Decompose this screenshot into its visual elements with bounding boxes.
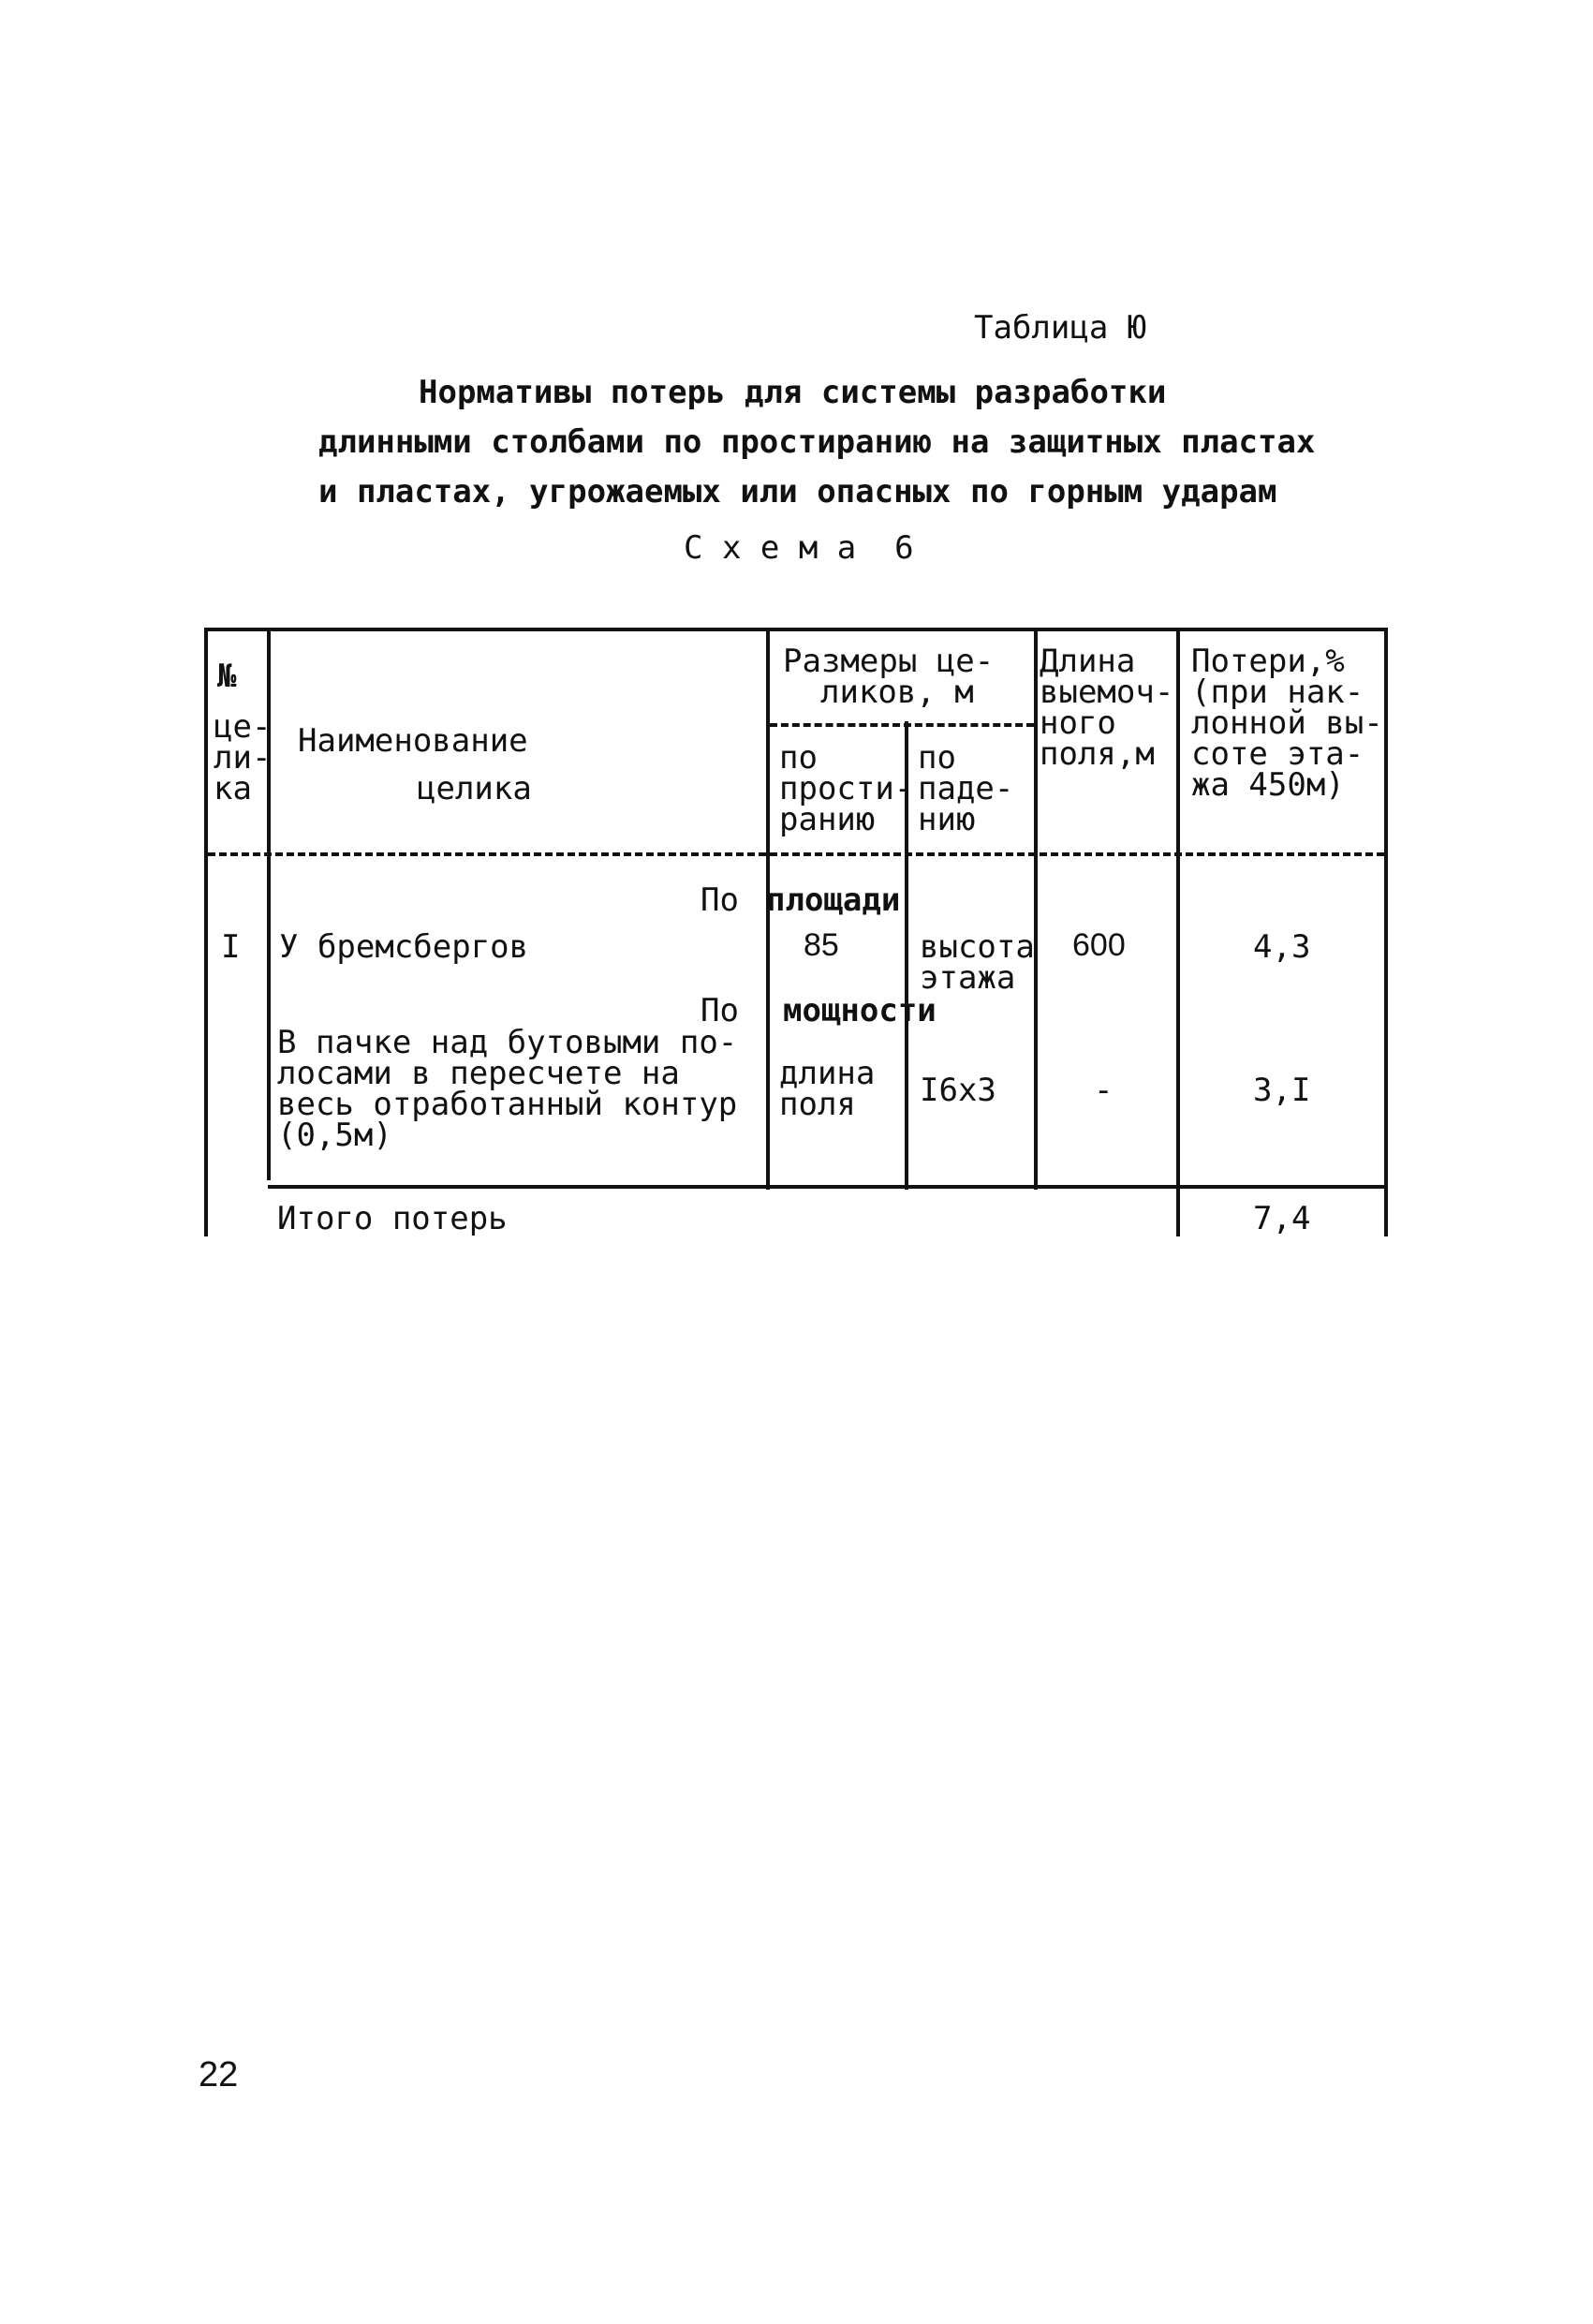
header-length-line-2: выемоч- [1040, 674, 1174, 711]
header-losses-line-1: Потери,% [1191, 643, 1345, 680]
section-area-word: площади [766, 881, 901, 919]
table-title-line-3: и пластах, угрожаемых или опасных по горным ударам [318, 473, 1277, 511]
header-num-line-2: це- [214, 708, 272, 746]
row-2-name-line-4: (0,5м) [277, 1117, 392, 1154]
row-2-name-line-2: лосами в пересчете на [277, 1055, 680, 1092]
header-length-line-1: Длина [1040, 643, 1136, 680]
table-title-line-2: длинными столбами по простиранию на защитных пластах [318, 423, 1316, 461]
header-strike-line-1: по [779, 739, 818, 777]
divider-sizes-length [1034, 628, 1038, 1190]
header-name-line-2: целика [417, 770, 532, 807]
header-num-line-3: ли- [214, 739, 272, 777]
table-left-border [204, 628, 208, 1236]
header-losses-line-4: соте эта- [1191, 735, 1364, 773]
row-2-name-line-1: В пачке над бутовыми по- [277, 1024, 738, 1061]
section-thickness-word: мощности [783, 992, 937, 1029]
header-length-line-3: ного [1040, 704, 1116, 742]
table-right-border [1384, 628, 1388, 1236]
row-1-losses: 4,3 [1253, 928, 1311, 966]
section-area-prefix: По [701, 881, 739, 919]
table-top-border [204, 628, 1388, 631]
total-label: Итого потерь [277, 1200, 508, 1237]
header-strike-line-2: прости- [779, 770, 914, 807]
row-2-length: - [1094, 1072, 1114, 1109]
row-1-strike: 85 [804, 927, 839, 963]
divider-length-losses [1176, 628, 1180, 1236]
row-1-num: I [221, 928, 241, 966]
header-dip-line-1: по [918, 739, 956, 777]
header-name-line-1: Наименование [298, 722, 528, 760]
header-sizes-line-2: ликов, м [820, 674, 974, 711]
header-losses-line-3: лонной вы- [1191, 704, 1383, 742]
total-value: 7,4 [1253, 1200, 1311, 1237]
section-thickness-prefix: По [701, 992, 739, 1029]
header-dip-line-3: нию [918, 801, 976, 838]
header-num-symbol: № [217, 658, 237, 695]
header-num-line-4: ка [214, 770, 252, 807]
row-1-name: У бремсбергов [279, 928, 529, 966]
scheme-label: С х е м а 6 [684, 529, 914, 567]
header-bottom-dashes [208, 852, 1384, 856]
header-losses-line-5: жа 450м) [1191, 766, 1345, 804]
table-title-line-1: Нормативы потерь для системы разработки [419, 374, 1167, 411]
row-2-dip: I6х3 [920, 1072, 996, 1109]
header-strike-line-3: ранию [779, 801, 876, 838]
header-losses-line-2: (при нак- [1191, 674, 1364, 711]
row-2-strike-line-2: поля [779, 1086, 856, 1123]
row-2-losses: 3,I [1253, 1072, 1311, 1109]
row-1-dip-line-2: этажа [920, 959, 1016, 997]
row-2-name-line-3: весь отработанный контур [277, 1086, 738, 1123]
page-number: 22 [199, 2055, 239, 2095]
table-label: Таблица Ю [974, 309, 1147, 347]
row-1-dip-line-1: высота [920, 928, 1035, 966]
header-sizes-line-1: Размеры це- [783, 643, 995, 680]
total-top-border [268, 1185, 1387, 1189]
row-2-strike-line-1: длина [779, 1055, 876, 1092]
header-dip-line-2: паде- [918, 770, 1014, 807]
sizes-subheader-dashes [770, 723, 1034, 727]
row-1-length: 600 [1072, 927, 1126, 963]
header-length-line-4: поля,м [1040, 735, 1155, 773]
